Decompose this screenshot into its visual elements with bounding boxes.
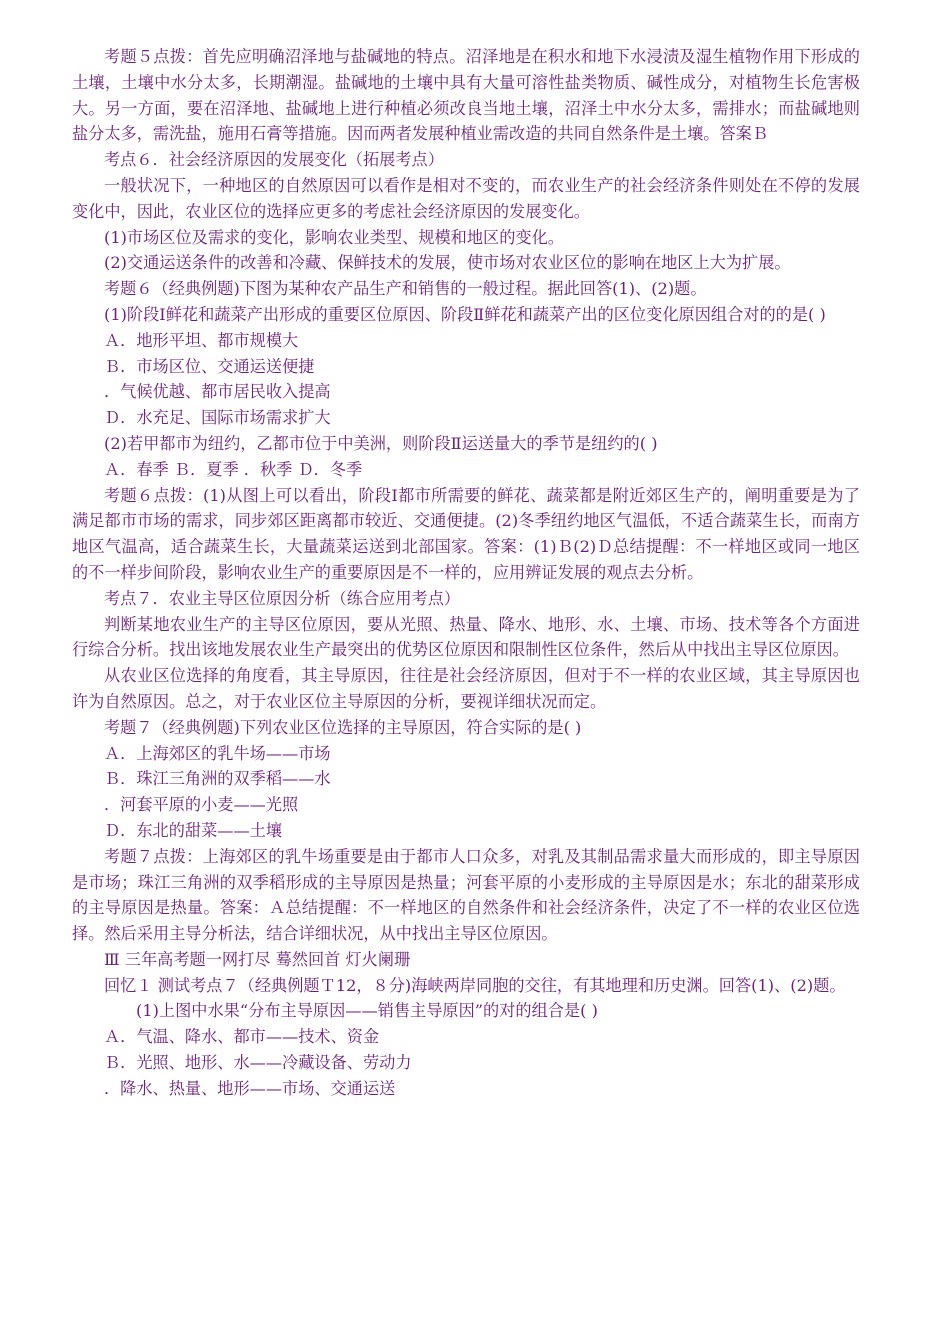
text-paragraph: Ｄ．水充足、国际市场需求扩大 — [104, 408, 331, 428]
text-paragraph: (1)上图中水果“分布主导原因——销售主导原因”的对的组合是( ) — [136, 1001, 598, 1021]
text-paragraph: 从农业区位选择的角度看，其主导原因，往往是社会经济原因，但对于不一样的农业区域，其主导原因也许为自然原因。总之，对于农业区位主导原因的分析，要视详细状况而定。 — [72, 666, 860, 711]
text-paragraph: (2)若甲都市为纽约，乙都市位于中美洲，则阶段Ⅱ运送量大的季节是纽约的( ) — [104, 433, 658, 453]
text-paragraph: 考题６（经典例题)下图为某种农产品生产和销售的一般过程。据此回答(1)、(2)题。 — [104, 279, 707, 299]
text-paragraph: 考点７．农业主导区位原因分析（练合应用考点） — [104, 588, 461, 608]
text-paragraph: Ｂ．珠江三角洲的双季稻——水 — [104, 769, 331, 789]
text-paragraph: 判断某地农业生产的主导区位原因，要从光照、热量、降水、地形、水、土壤、市场、技术等各个方面进行综合分析。找出该地发展农业生产最突出的优势区位原因和限制性区位条件，然后从中找出主导区位原因。 — [72, 614, 860, 660]
text-paragraph: ．降水、热量、地形——市场、交通运送 — [104, 1078, 396, 1098]
text-paragraph: Ａ．春季 Ｂ．夏季 ．秋季 Ｄ．冬季 — [104, 459, 363, 479]
text-paragraph: Ｂ．光照、地形、水——冷藏设备、劳动力 — [104, 1053, 412, 1073]
text-paragraph: ．河套平原的小麦——光照 — [104, 795, 299, 815]
text-paragraph: ．气候优越、都市居民收入提高 — [104, 382, 331, 402]
text-paragraph: (1)阶段Ⅰ鲜花和蔬菜产出形成的重要区位原因、阶段Ⅱ鲜花和蔬菜产出的区位变化原因组合对的的是( ) — [104, 304, 826, 324]
document-body — [72, 44, 860, 1102]
text-paragraph: 考题７点拨：上海郊区的乳牛场重要是由于都市人口众多，对乳及其制品需求量大而形成的，即主导原因是市场；珠江三角洲的双季稻形成的主导原因是热量；河套平原的小麦形成的主导原因是水；东北的甜菜形成的主导原因是热量。答案：Ａ总结提醒：不一样地区的自然条件和社会经济条件，决定了不一样的农业区位选择。然后采用主导分析法，结合详细状况，从中找出主导区位原因。 — [72, 846, 860, 944]
text-paragraph: Ａ．气温、降水、都市——技术、资金 — [104, 1027, 380, 1047]
text-paragraph: (2)交通运送条件的改善和冷藏、保鲜技术的发展，使市场对农业区位的影响在地区上大为扩展。 — [104, 253, 791, 273]
text-paragraph: 考题５点拨：首先应明确沼泽地与盐碱地的特点。沼泽地是在积水和地下水浸渍及湿生植物作用下形成的土壤，土壤中水分太多，长期潮湿。盐碱地的土壤中具有大量可溶性盐类物质、碱性成分，对植物生长危害极大。另一方面，要在沼泽地、盐碱地上进行种植必须改良当地土壤，沼泽土中水分太多，需排水；而盐碱地则盐分太多，需洗盐，施用石膏等措施。因而两者发展种植业需改造的共同自然条件是土壤。答案Ｂ — [72, 47, 860, 144]
text-paragraph: 回忆１ 测试考点７（经典例题Ｔ12，８分)海峡两岸同胞的交往，有其地理和历史渊。回答(1)、(2)题。 — [104, 975, 846, 995]
text-paragraph: 考题７（经典例题)下列农业区位选择的主导原因，符合实际的是( ) — [104, 717, 582, 737]
text-paragraph: (1)市场区位及需求的变化，影响农业类型、规模和地区的变化。 — [104, 227, 564, 247]
text-paragraph: Ａ．上海郊区的乳牛场——市场 — [104, 743, 331, 763]
text-paragraph: Ⅲ 三年高考题一网打尽 蓦然回首 灯火阑珊 — [104, 949, 411, 969]
text-paragraph: 考题６点拨：(1)从图上可以看出，阶段Ⅰ都市所需要的鲜花、蔬菜都是附近郊区生产的，阐明重要是为了满足都市市场的需求，同步郊区距离都市较近、交通便捷。(2)冬季纽约地区气温低，不适合蔬菜生长，而南方地区气温高，适合蔬菜生长，大量蔬菜运送到北部国家。答案：(1)Ｂ(2)Ｄ总结提醒：不一样地区或同一地区的不一样步间阶段，影响农业生产的重要原因是不一样的，应用辨证发展的观点去分析。 — [72, 485, 860, 582]
text-paragraph: Ａ．地形平坦、都市规模大 — [104, 330, 299, 350]
text-paragraph: Ｄ．东北的甜菜——土壤 — [104, 820, 283, 840]
text-paragraph: 一般状况下，一种地区的自然原因可以看作是相对不变的，而农业生产的社会经济条件则处在不停的发展变化中，因此，农业区位的选择应更多的考虑社会经济原因的发展变化。 — [72, 175, 860, 221]
text-paragraph: Ｂ．市场区位、交通运送便捷 — [104, 356, 315, 376]
text-paragraph: 考点６．社会经济原因的发展变化（拓展考点） — [104, 150, 444, 170]
